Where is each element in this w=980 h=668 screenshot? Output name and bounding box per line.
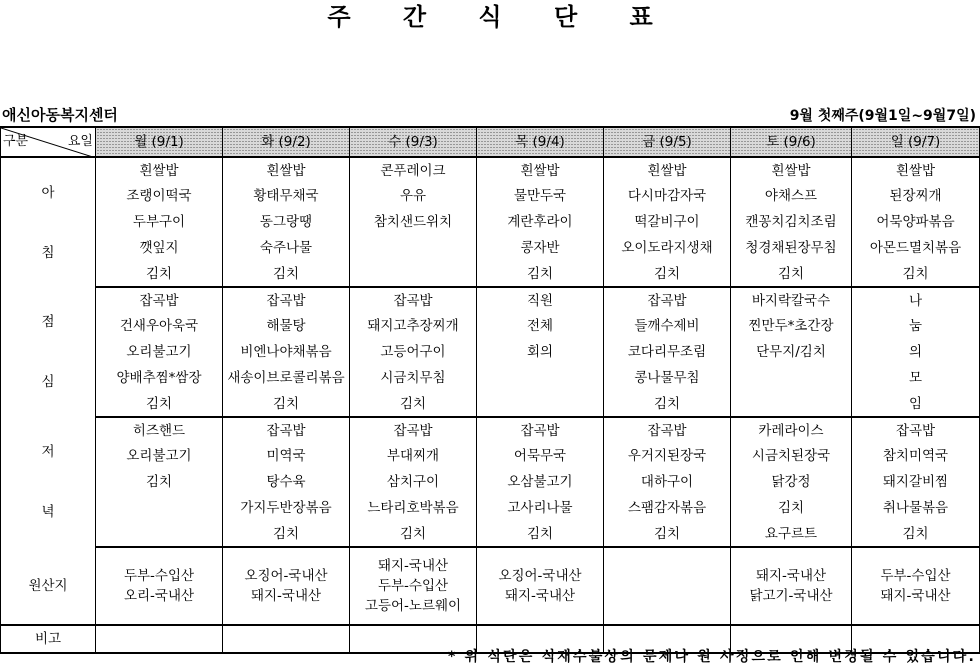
origin-cell — [604, 547, 731, 625]
corner-label-day: 요일 — [67, 134, 93, 149]
dish-cell: 참치미역국 — [852, 443, 980, 469]
corner-label-category: 구분 — [3, 134, 29, 149]
dish-cell: 흰쌀밥 — [96, 157, 223, 183]
dish-cell: 의 — [852, 339, 980, 365]
dish-cell: 물만두국 — [477, 183, 604, 209]
dish-cell: 잡곡밥 — [223, 287, 350, 313]
dish-cell: 잡곡밥 — [477, 417, 604, 443]
corner-cell — [1, 127, 96, 157]
table-row — [1, 495, 980, 521]
dish-cell: 카레라이스 — [731, 417, 852, 443]
dish-cell: 동그랑땡 — [223, 209, 350, 235]
table-row — [1, 183, 980, 209]
dish-cell — [731, 391, 852, 417]
dish-cell: 우거지된장국 — [604, 443, 731, 469]
dish-cell: 나 — [852, 287, 980, 313]
day-header-wed: 수 (9/3) — [350, 127, 477, 157]
dish-cell: 어묵양파볶음 — [852, 209, 980, 235]
dish-cell: 잡곡밥 — [96, 287, 223, 313]
dish-cell: 시금치된장국 — [731, 443, 852, 469]
table-row — [1, 469, 980, 495]
dish-cell: 양배추찜*쌈장 — [96, 365, 223, 391]
origin-cell — [852, 547, 980, 625]
origin-line: 두부-수입산 — [880, 568, 951, 584]
meal-label-dinner — [1, 417, 96, 547]
meal-label-bottom: 녁 — [41, 504, 55, 520]
origin-label: 원산지 — [1, 547, 96, 625]
day-header-thu: 목 (9/4) — [477, 127, 604, 157]
table-row — [1, 443, 980, 469]
dish-cell: 흰쌀밥 — [604, 157, 731, 183]
origin-line: 오리-국내산 — [123, 588, 195, 604]
dish-cell: 돼지갈비찜 — [852, 469, 980, 495]
origin-cell — [350, 547, 477, 625]
origin-line: 고등어-노르웨이 — [364, 598, 462, 614]
dish-cell: 김치 — [223, 391, 350, 417]
dish-cell: 김치 — [350, 521, 477, 547]
dish-cell: 미역국 — [223, 443, 350, 469]
dish-cell: 콘푸레이크 — [350, 157, 477, 183]
origin-line: 오징어-국내산 — [498, 568, 582, 584]
table-row — [1, 287, 980, 313]
dish-cell: 임 — [852, 391, 980, 417]
dish-cell: 된장찌개 — [852, 183, 980, 209]
dish-cell: 잡곡밥 — [350, 287, 477, 313]
dish-cell — [96, 521, 223, 547]
meal-label-breakfast — [1, 157, 96, 287]
origin-cell — [223, 547, 350, 625]
dish-cell: 김치 — [350, 391, 477, 417]
dish-cell: 김치 — [477, 521, 604, 547]
dish-cell: 오리불고기 — [96, 339, 223, 365]
week-range: 9월 첫째주(9월1일~9월7일) — [789, 108, 976, 124]
remark-label: 비고 — [1, 625, 96, 653]
remark-cell — [223, 625, 350, 653]
day-header-mon: 월 (9/1) — [96, 127, 223, 157]
dish-cell — [477, 391, 604, 417]
table-row — [1, 235, 980, 261]
dish-cell: 찐만두*초간장 — [731, 313, 852, 339]
dish-cell: 김치 — [604, 521, 731, 547]
dish-cell: 참치샌드위치 — [350, 209, 477, 235]
origin-line: 두부-수입산 — [377, 578, 449, 594]
dish-cell: 회의 — [477, 339, 604, 365]
table-row — [1, 365, 980, 391]
dish-cell: 아몬드멸치볶음 — [852, 235, 980, 261]
dish-cell: 김치 — [604, 391, 731, 417]
dish-cell: 직원 — [477, 287, 604, 313]
dish-cell: 잡곡밥 — [604, 417, 731, 443]
dish-cell — [731, 365, 852, 391]
dish-cell: 닭강정 — [731, 469, 852, 495]
dish-cell: 청경채된장무침 — [731, 235, 852, 261]
dish-cell: 대하구이 — [604, 469, 731, 495]
dish-cell: 코다리무조림 — [604, 339, 731, 365]
origin-line: 오징어-국내산 — [244, 568, 328, 584]
dish-cell — [350, 261, 477, 287]
dish-cell: 김치 — [731, 495, 852, 521]
remark-cell — [96, 625, 223, 653]
dish-cell: 김치 — [604, 261, 731, 287]
dish-cell: 눔 — [852, 313, 980, 339]
dish-cell: 흰쌀밥 — [477, 157, 604, 183]
center-name: 애신아동복지센터 — [2, 106, 118, 124]
dish-cell: 김치 — [223, 261, 350, 287]
origin-line: 돼지-국내산 — [880, 588, 951, 604]
origin-cell — [731, 547, 852, 625]
table-row — [1, 209, 980, 235]
dish-cell: 해물탕 — [223, 313, 350, 339]
footnote: * 위 식단은 식재수불상의 문제나 원 사정으로 인해 변경될 수 있습니다. — [447, 649, 976, 665]
dish-cell: 부대찌개 — [350, 443, 477, 469]
dish-cell: 고등어구이 — [350, 339, 477, 365]
dish-cell: 김치 — [852, 521, 980, 547]
dish-cell: 깻잎지 — [96, 235, 223, 261]
day-header-tue: 화 (9/2) — [223, 127, 350, 157]
dish-cell: 들깨수제비 — [604, 313, 731, 339]
dish-cell: 김치 — [96, 391, 223, 417]
day-header-sat: 토 (9/6) — [731, 127, 852, 157]
dish-cell: 삼치구이 — [350, 469, 477, 495]
table-row — [1, 313, 980, 339]
dish-cell — [96, 495, 223, 521]
origin-row — [1, 547, 980, 625]
dish-cell: 김치 — [96, 261, 223, 287]
table-row — [1, 391, 980, 417]
origin-line: 두부-수입산 — [123, 568, 195, 584]
dish-cell: 오삼불고기 — [477, 469, 604, 495]
table-row — [1, 417, 980, 443]
dish-cell: 황태무채국 — [223, 183, 350, 209]
table-row — [1, 261, 980, 287]
dish-cell: 바지락칼국수 — [731, 287, 852, 313]
meal-label-lunch — [1, 287, 96, 417]
page-title: 주 간 식 단 표 — [327, 3, 675, 31]
origin-line: 닭고기-국내산 — [749, 588, 833, 604]
dish-cell: 콩나물무침 — [604, 365, 731, 391]
day-header-fri: 금 (9/5) — [604, 127, 731, 157]
dish-cell: 김치 — [852, 261, 980, 287]
origin-cell — [477, 547, 604, 625]
dish-cell: 오이도라지생채 — [604, 235, 731, 261]
meal-label-top: 아 — [41, 184, 55, 201]
dish-cell: 잡곡밥 — [350, 417, 477, 443]
dish-cell: 잡곡밥 — [852, 417, 980, 443]
origin-line: 돼지-국내산 — [504, 588, 576, 604]
dish-cell: 흰쌀밥 — [852, 157, 980, 183]
table-row — [1, 339, 980, 365]
dish-cell: 김치 — [223, 521, 350, 547]
dish-cell: 김치 — [731, 261, 852, 287]
dish-cell — [477, 365, 604, 391]
meal-label-top: 점 — [41, 314, 55, 330]
dish-cell: 김치 — [96, 469, 223, 495]
dish-cell: 잡곡밥 — [604, 287, 731, 313]
dish-cell: 돼지고추장찌개 — [350, 313, 477, 339]
dish-cell: 비엔나야채볶음 — [223, 339, 350, 365]
dish-cell: 전체 — [477, 313, 604, 339]
dish-cell: 가지두반장볶음 — [223, 495, 350, 521]
meal-label-bottom: 심 — [41, 374, 55, 390]
dish-cell: 어묵무국 — [477, 443, 604, 469]
dish-cell: 숙주나물 — [223, 235, 350, 261]
dish-cell: 시금치무침 — [350, 365, 477, 391]
dish-cell: 야채스프 — [731, 183, 852, 209]
dish-cell: 요구르트 — [731, 521, 852, 547]
dish-cell: 콩자반 — [477, 235, 604, 261]
dish-cell: 스팸감자볶음 — [604, 495, 731, 521]
dish-cell: 느타리호박볶음 — [350, 495, 477, 521]
dish-cell: 취나물볶음 — [852, 495, 980, 521]
dish-cell: 흰쌀밥 — [731, 157, 852, 183]
day-header-sun: 일 (9/7) — [852, 127, 980, 157]
dish-cell: 새송이브로콜리볶음 — [223, 365, 350, 391]
menu-body — [1, 157, 980, 653]
dish-cell: 잡곡밥 — [223, 417, 350, 443]
dish-cell: 조랭이떡국 — [96, 183, 223, 209]
dish-cell: 건새우아욱국 — [96, 313, 223, 339]
header-row — [1, 127, 980, 157]
table-row — [1, 157, 980, 183]
dish-cell: 단무지/김치 — [731, 339, 852, 365]
table-row — [1, 521, 980, 547]
meal-label-top: 저 — [41, 444, 55, 460]
dish-cell: 흰쌀밥 — [223, 157, 350, 183]
dish-cell: 탕수육 — [223, 469, 350, 495]
dish-cell: 두부구이 — [96, 209, 223, 235]
dish-cell: 모 — [852, 365, 980, 391]
origin-line: 돼지-국내산 — [755, 568, 827, 584]
weekly-menu-table — [0, 126, 980, 654]
dish-cell: 고사리나물 — [477, 495, 604, 521]
dish-cell — [350, 235, 477, 261]
origin-line: 돼지-국내산 — [250, 588, 322, 604]
dish-cell: 김치 — [477, 261, 604, 287]
meal-label-bottom: 침 — [41, 244, 55, 261]
dish-cell: 히즈핸드 — [96, 417, 223, 443]
dish-cell: 캔꽁치김치조림 — [731, 209, 852, 235]
dish-cell: 계란후라이 — [477, 209, 604, 235]
dish-cell: 오리불고기 — [96, 443, 223, 469]
origin-cell — [96, 547, 223, 625]
origin-line: 돼지-국내산 — [377, 558, 449, 574]
dish-cell: 떡갈비구이 — [604, 209, 731, 235]
dish-cell: 다시마감자국 — [604, 183, 731, 209]
dish-cell: 우유 — [350, 183, 477, 209]
